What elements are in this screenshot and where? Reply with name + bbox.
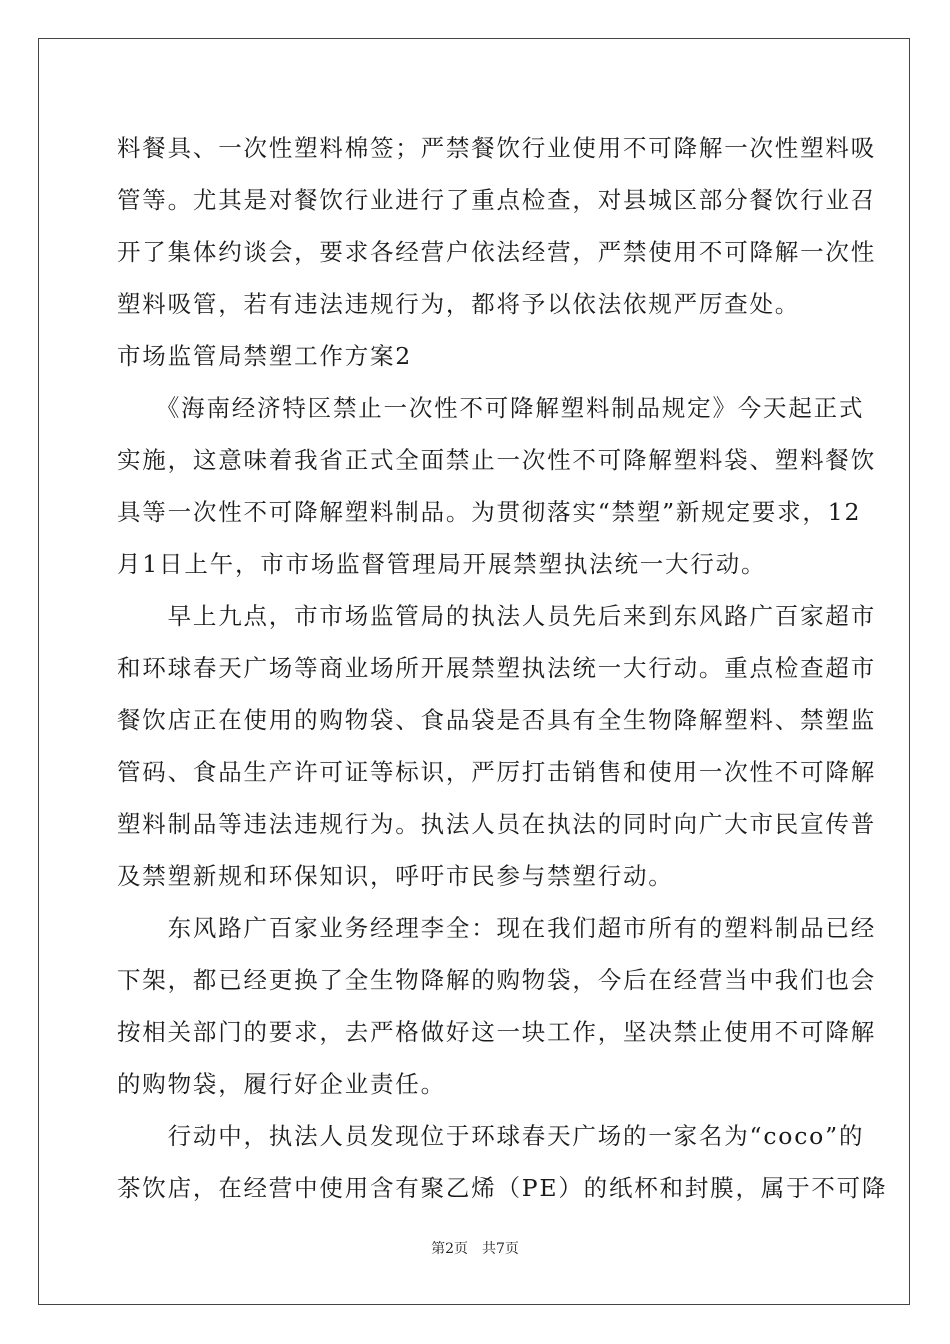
text-line: 行动中，执法人员发现位于环球春天广场的一家名为“coco”的 <box>117 1122 865 1150</box>
text-line: 实施，这意味着我省正式全面禁止一次性不可降解塑料袋、塑料餐饮 <box>117 446 876 474</box>
text-line: 塑料制品等违法违规行为。执法人员在执法的同时向广大市民宣传普 <box>117 810 876 838</box>
page-footer <box>0 1238 950 1258</box>
text-line: 月1日上午，市市场监督管理局开展禁塑执法统一大行动。 <box>117 550 767 578</box>
text-line: 管等。尤其是对餐饮行业进行了重点检查，对县城区部分餐饮行业召 <box>117 186 876 214</box>
section-heading: 市场监管局禁塑工作方案2 <box>117 342 413 370</box>
text-line: 东风路广百家业务经理李全：现在我们超市所有的塑料制品已经 <box>117 914 876 942</box>
text-line: 《海南经济特区禁止一次性不可降解塑料制品规定》今天起正式 <box>117 394 865 422</box>
text-line: 茶饮店，在经营中使用含有聚乙烯（PE）的纸杯和封膜，属于不可降 <box>117 1174 888 1202</box>
text-line: 的购物袋，履行好企业责任。 <box>117 1070 446 1098</box>
text-line: 餐饮店正在使用的购物袋、食品袋是否具有全生物降解塑料、禁塑监 <box>117 706 876 734</box>
text-line: 按相关部门的要求，去严格做好这一块工作，坚决禁止使用不可降解 <box>117 1018 876 1046</box>
text-line: 下架，都已经更换了全生物降解的购物袋，今后在经营当中我们也会 <box>117 966 876 994</box>
document-body <box>117 122 888 1214</box>
page-number: 第2页 共7页 <box>431 1241 519 1257</box>
text-line: 塑料吸管，若有违法违规行为，都将予以依法依规严厉查处。 <box>117 290 801 318</box>
text-line: 开了集体约谈会，要求各经营户依法经营，严禁使用不可降解一次性 <box>117 238 876 266</box>
text-line: 具等一次性不可降解塑料制品。为贯彻落实“禁塑”新规定要求，12 <box>117 498 862 526</box>
text-line: 和环球春天广场等商业场所开展禁塑执法统一大行动。重点检查超市 <box>117 654 876 682</box>
text-line: 早上九点，市市场监管局的执法人员先后来到东风路广百家超市 <box>117 602 876 630</box>
text-line: 管码、食品生产许可证等标识，严厉打击销售和使用一次性不可降解 <box>117 758 876 786</box>
text-line: 料餐具、一次性塑料棉签；严禁餐饮行业使用不可降解一次性塑料吸 <box>117 134 876 162</box>
text-line: 及禁塑新规和环保知识，呼吁市民参与禁塑行动。 <box>117 862 674 890</box>
